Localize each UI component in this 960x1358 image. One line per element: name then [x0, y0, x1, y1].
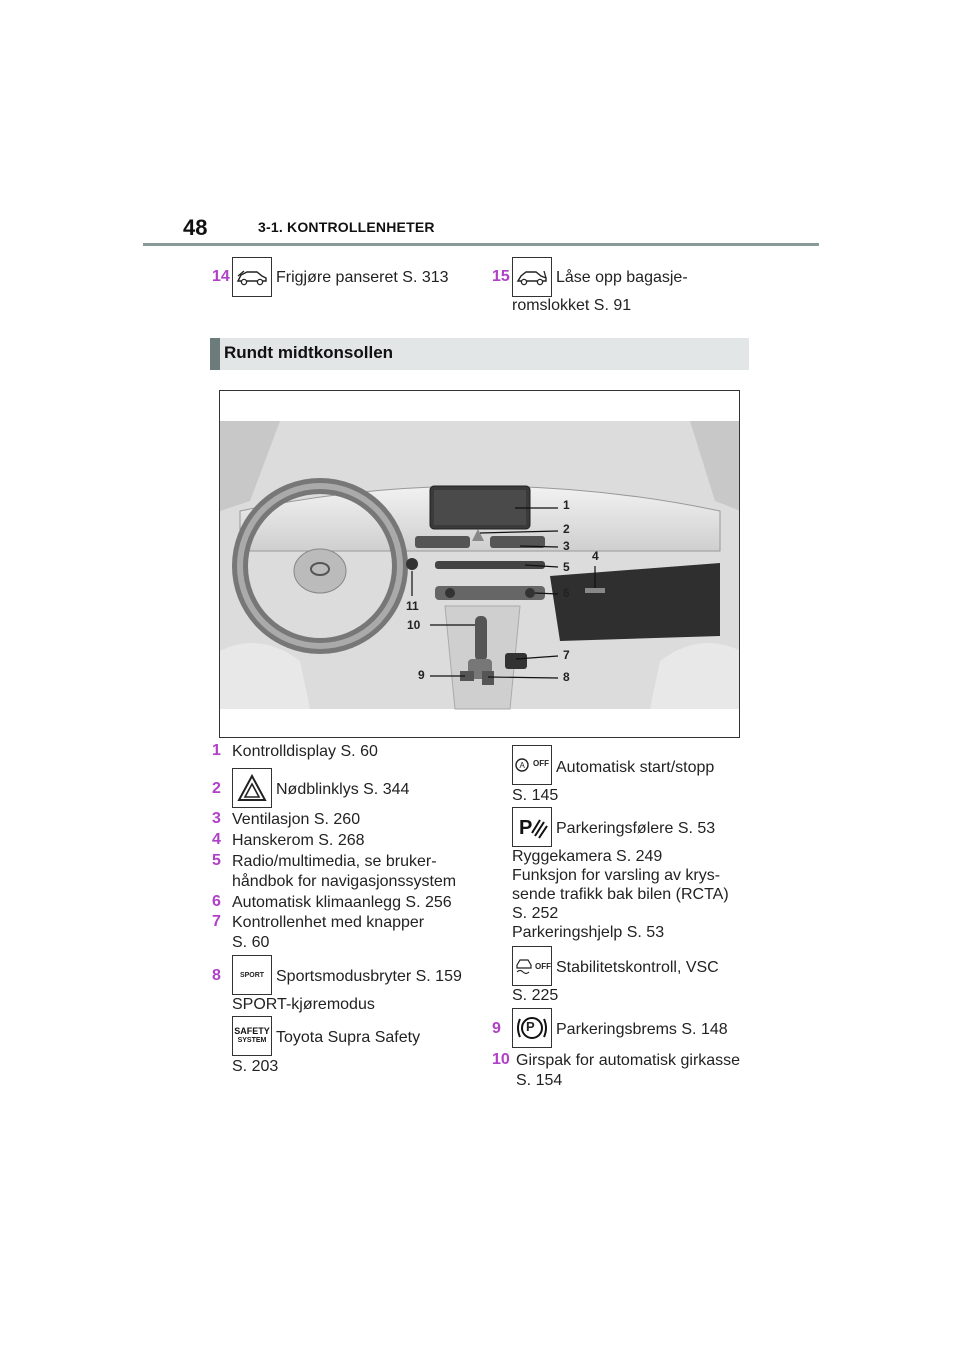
- page-number: 48: [183, 215, 208, 240]
- item-text-7-cont: S. 60: [232, 934, 270, 951]
- item-number-4: 4: [212, 831, 221, 848]
- callout-11: 11: [406, 599, 419, 613]
- car-hood-release-icon: [232, 257, 272, 297]
- item-number-10: 10: [492, 1051, 510, 1068]
- item-text-parking-line-4: S. 252: [512, 905, 559, 922]
- item-text-10-cont: S. 154: [516, 1072, 563, 1089]
- item-text-2: Nødblinklys S. 344: [276, 781, 410, 798]
- dashboard-illustration: [219, 390, 740, 738]
- callout-1: 1: [563, 498, 570, 512]
- callout-5: 5: [563, 560, 570, 574]
- item-text-safety-cont: S. 203: [232, 1058, 279, 1075]
- item-text-15-cont: romslokket S. 91: [512, 297, 632, 314]
- chapter-title: 3-1. KONTROLLENHETER: [258, 219, 435, 235]
- start-stop-icon-label: OFF: [533, 759, 549, 768]
- callout-9: 9: [418, 668, 425, 682]
- sport-mode-icon: [232, 955, 272, 995]
- car-trunk-release-icon: [512, 257, 552, 297]
- item-text-7: Kontrollenhet med knapper: [232, 914, 425, 931]
- item-number-8: 8: [212, 967, 221, 984]
- item-number-14: 14: [212, 268, 230, 285]
- item-text-14: Frigjøre panseret S. 313: [276, 269, 449, 286]
- callout-7: 7: [563, 648, 570, 662]
- item-number-1: 1: [212, 742, 221, 759]
- item-text-1: Kontrolldisplay S. 60: [232, 743, 378, 760]
- item-text-parking-line-2: Funksjon for varsling av krys-: [512, 867, 721, 884]
- sport-icon-label: SPORT: [239, 971, 265, 979]
- stability-control-off-icon: [512, 946, 552, 986]
- callout-2: 2: [563, 522, 570, 536]
- item-number-5: 5: [212, 852, 221, 869]
- item-text-8-cont: SPORT-kjøremodus: [232, 996, 375, 1013]
- auto-start-stop-off-icon: [512, 745, 552, 785]
- callout-8: 8: [563, 670, 570, 684]
- item-number-9: 9: [492, 1020, 501, 1037]
- item-text-3: Ventilasjon S. 260: [232, 811, 361, 828]
- item-text-vsc-cont: S. 225: [512, 987, 559, 1004]
- callout-3: 3: [563, 539, 570, 553]
- item-text-4: Hanskerom S. 268: [232, 832, 365, 849]
- item-text-parking-line-5: Parkeringshjelp S. 53: [512, 924, 665, 941]
- svg-text:P: P: [519, 817, 533, 839]
- item-number-15: 15: [492, 268, 510, 285]
- item-text-10: Girspak for automatisk girkasse: [516, 1052, 741, 1069]
- item-text-8: Sportsmodusbryter S. 159: [276, 968, 462, 985]
- callout-4: 4: [592, 549, 599, 563]
- item-text-safety: Toyota Supra Safety: [276, 1029, 421, 1046]
- section-heading-bar: [210, 338, 220, 370]
- safety-icon-label-1: SAFETY: [234, 1026, 270, 1036]
- item-text-5: Radio/multimedia, se bruker-: [232, 853, 437, 870]
- section-title: Rundt midtkonsollen: [224, 343, 394, 362]
- item-text-parking-line-1: Ryggekamera S. 249: [512, 848, 663, 865]
- item-text-6: Automatisk klimaanlegg S. 256: [232, 894, 452, 911]
- item-text-5-cont: håndbok for navigasjonssystem: [232, 873, 457, 890]
- item-number-3: 3: [212, 810, 221, 827]
- parking-sensor-icon: [512, 807, 552, 847]
- item-text-15: Låse opp bagasje-: [556, 269, 688, 286]
- header-divider: [143, 243, 819, 246]
- item-text-start-stop-cont: S. 145: [512, 787, 559, 804]
- safety-system-icon: [232, 1016, 272, 1056]
- item-text-parking-line-3: sende trafikk bak bilen (RCTA): [512, 886, 729, 903]
- item-text-vsc: Stabilitetskontroll, VSC: [556, 959, 719, 976]
- item-text-start-stop: Automatisk start/stopp: [556, 759, 715, 776]
- svg-text:A: A: [519, 761, 525, 770]
- item-number-2: 2: [212, 780, 221, 797]
- parking-brake-icon: [512, 1008, 552, 1048]
- callout-10: 10: [407, 618, 421, 632]
- item-text-parking-sensor: Parkeringsfølere S. 53: [556, 820, 716, 837]
- item-text-9: Parkeringsbrems S. 148: [556, 1021, 728, 1038]
- hazard-warning-icon: [232, 768, 272, 808]
- vsc-icon-label: OFF: [535, 962, 551, 971]
- callout-6: 6: [563, 586, 570, 600]
- item-number-7: 7: [212, 913, 221, 930]
- item-number-6: 6: [212, 893, 221, 910]
- parking-brake-icon-label: P: [526, 1019, 535, 1034]
- safety-icon-label-2: SYSTEM: [237, 1037, 267, 1044]
